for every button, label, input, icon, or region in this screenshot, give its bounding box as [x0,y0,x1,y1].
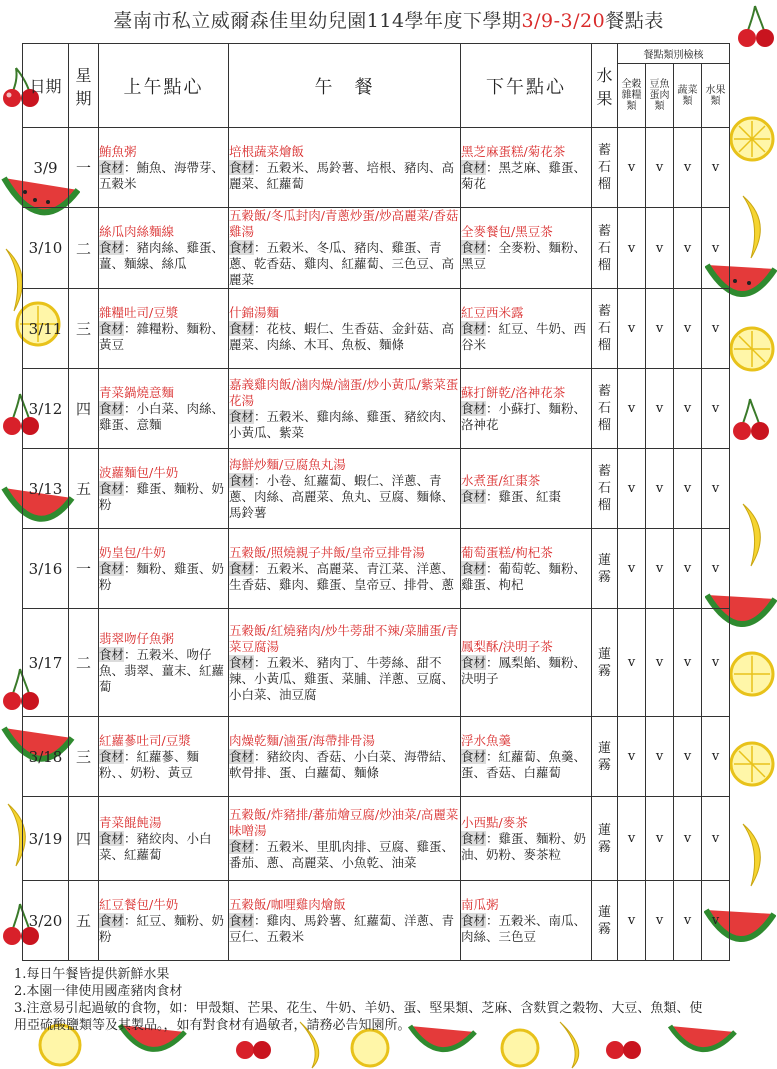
check-mark: v [702,289,730,369]
lunch-ingredients: ：豬絞肉、香菇、小白菜、海帶結、軟骨排、蛋、白蘿蔔、麵條 [229,748,455,780]
ingredient-label: 食材 [99,320,125,336]
table-row [23,449,730,529]
note-item: 1.每日午餐皆提供新鮮水果 [14,967,170,982]
header-lunch: 午 餐 [229,44,461,128]
morning-snack-ingredients: ：五穀米、吻仔魚、翡翠、薑末、紅蘿蔔 [99,646,225,694]
afternoon-snack-ingredients: ：黑芝麻、雞蛋、菊花 [461,159,587,191]
check-mark: v [646,208,674,289]
weekday-cell: 三 [69,717,99,797]
weekday-cell: 三 [69,289,99,369]
date-cell: 3/9 [23,128,69,208]
lemon-slice-icon [728,650,776,698]
lunch-ingredients: ：五穀米、馬鈴薯、培根、豬肉、高麗菜、紅蘿蔔 [229,159,455,191]
check-mark: v [646,128,674,208]
ingredient-label: 食材 [461,159,487,175]
afternoon-snack-title: 蘇打餅乾/洛神花茶 [461,384,566,400]
fruit-name: 蓮霧 [598,646,612,679]
ingredient-label: 食材 [99,400,125,416]
afternoon-snack-cell [461,449,592,529]
morning-snack-cell [99,289,229,369]
morning-snack-cell [99,369,229,449]
afternoon-snack-cell [461,529,592,609]
ingredient-label: 食材 [99,480,125,496]
lunch-title: 五穀飯/咖哩雞肉燴飯 [229,896,346,912]
morning-snack-cell [99,128,229,208]
morning-snack-cell [99,797,229,881]
afternoon-snack-title: 浮水魚羹 [461,732,512,748]
lunch-cell [229,449,461,529]
lunch-title: 五穀飯/紅燒豬肉/炒牛蒡甜不辣/菜脯蛋/青菜豆腐湯 [229,622,459,654]
fruit-cell [592,881,618,961]
weekday-cell: 四 [69,369,99,449]
morning-snack-ingredients: ：豬絞肉、小白菜、紅蘿蔔 [99,830,212,862]
lunch-ingredients: ：小卷、紅蘿蔔、蝦仁、洋蔥、青蔥、肉絲、高麗菜、魚丸、豆腐、麵條、馬鈴薯 [229,472,455,520]
fruit-name: 蓄石榴 [598,464,612,513]
date-cell: 3/11 [23,289,69,369]
morning-snack-ingredients: ：麵粉、雞蛋、奶粉 [99,560,225,592]
morning-snack-ingredients: ：紅蘿蔘、麵粉、、奶粉、黃豆 [99,748,200,780]
afternoon-snack-cell [461,881,592,961]
afternoon-snack-title: 黑芝麻蛋糕/菊花茶 [461,143,566,159]
ingredient-label: 食材 [229,654,255,670]
check-mark: v [646,449,674,529]
fruit-name: 蓄石榴 [598,304,612,353]
afternoon-snack-cell [461,289,592,369]
table-row [23,208,730,289]
afternoon-snack-ingredients: ：雞蛋、紅棗 [486,488,562,504]
lunch-cell [229,797,461,881]
table-row [23,797,730,881]
afternoon-snack-ingredients: ：紅豆、牛奶、西谷米 [461,320,587,352]
ingredient-label: 食材 [99,830,125,846]
lunch-cell [229,208,461,289]
date-cell: 3/19 [23,797,69,881]
date-cell: 3/13 [23,449,69,529]
lunch-cell [229,529,461,609]
morning-snack-title: 青菜鍋燒意麵 [99,384,175,400]
fruit-name: 蓮霧 [598,552,612,585]
afternoon-snack-title: 鳳梨酥/決明子茶 [461,638,553,654]
ingredient-label: 食材 [461,560,487,576]
notes-list [14,966,714,1034]
lemon-slice-icon [728,740,776,788]
lunch-cell [229,289,461,369]
afternoon-snack-title: 葡萄蛋糕/枸杞茶 [461,544,553,560]
afternoon-snack-title: 南瓜粥 [461,896,499,912]
banana-icon [735,192,775,262]
cherries-icon [730,395,770,443]
check-mark: v [646,881,674,961]
morning-snack-cell [99,609,229,717]
note-item: 3.注意易引起過敏的食物，如：甲殼類、芒果、花生、牛奶、羊奶、蛋、堅果類、芝麻、含麩質之穀物、大豆、魚類、使用亞硫酸鹽類等及其製品。，如有對食材有過敏者，請務必告知園所。 [14,1001,703,1033]
ingredient-label: 食材 [461,654,487,670]
title-prefix: 臺南市私立威爾森佳里幼兒園114學年度下學期 [113,10,522,32]
banana-icon [735,500,775,570]
check-mark: v [646,797,674,881]
morning-snack-ingredients: ：雜糧粉、麵粉、黃豆 [99,320,225,352]
check-mark: v [674,449,702,529]
weekday-cell: 一 [69,128,99,208]
morning-snack-ingredients: ：豬肉絲、雞蛋、薑、麵線、絲瓜 [99,240,225,271]
check-mark: v [702,609,730,717]
header-afternoon-snack: 下午點心 [461,44,592,128]
afternoon-snack-cell [461,208,592,289]
fruit-name: 蓄石榴 [598,223,612,273]
ingredient-label: 食材 [99,748,125,764]
lunch-ingredients: ：五穀米、豬肉丁、牛蒡絲、甜不辣、小黃瓜、雞蛋、菜脯、洋蔥、豆腐、小白菜、油豆腐 [229,654,455,702]
lemon-slice-icon [728,325,776,373]
check-mark: v [674,609,702,717]
fruit-name: 蓄石榴 [598,384,612,433]
table-row [23,717,730,797]
lunch-cell [229,881,461,961]
lunch-cell [229,717,461,797]
date-cell: 3/17 [23,609,69,717]
check-mark: v [618,717,646,797]
fruit-cell [592,609,618,717]
fruit-name: 蓮霧 [598,904,612,937]
lunch-ingredients: ：五穀米、冬瓜、豬肉、雞蛋、青蔥、乾香菇、雞肉、紅蘿蔔、三色豆、高麗菜 [229,240,455,287]
ingredient-label: 食材 [461,320,487,336]
lunch-ingredients: ：五穀米、雞肉絲、雞蛋、豬絞肉、小黃瓜、紫菜 [229,408,455,440]
lunch-ingredients: ：花枝、蝦仁、生香菇、金針菇、高麗菜、肉絲、木耳、魚板、麵條 [229,320,455,352]
fruit-cell [592,208,618,289]
morning-snack-ingredients: ：雞蛋、麵粉、奶粉 [99,480,225,512]
afternoon-snack-title: 小西點/麥茶 [461,814,528,830]
ingredient-label: 食材 [99,560,125,576]
lunch-title: 什錦湯麵 [229,304,280,320]
table-row [23,529,730,609]
check-mark: v [618,609,646,717]
meal-table [22,43,730,961]
afternoon-snack-ingredients: ：全麥粉、麵粉、黑豆 [461,240,587,271]
check-mark: v [702,449,730,529]
afternoon-snack-ingredients: ：鳳梨餡、麵粉、決明子 [461,654,587,686]
check-mark: v [646,369,674,449]
ingredient-label: 食材 [229,560,255,576]
banana-icon [735,820,775,890]
morning-snack-title: 紅豆餐包/牛奶 [99,896,179,912]
lunch-cell [229,128,461,208]
header-weekday: 星期 [69,44,99,128]
lunch-ingredients: ：五穀米、高麗菜、青江菜、洋蔥、生香菇、雞肉、雞蛋、皇帝豆、排骨、蔥 [229,560,455,592]
afternoon-snack-cell [461,609,592,717]
weekday-cell: 二 [69,609,99,717]
lunch-cell [229,369,461,449]
morning-snack-cell [99,208,229,289]
table-row [23,369,730,449]
check-mark: v [674,529,702,609]
check-mark: v [646,717,674,797]
check-mark: v [618,369,646,449]
afternoon-snack-ingredients: ：雞蛋、麵粉、奶油、奶粉、麥茶粒 [461,830,587,862]
morning-snack-ingredients: ：鮪魚、海帶芽、五穀米 [99,159,225,191]
fruit-cell [592,449,618,529]
lunch-title: 海鮮炒麵/豆腐魚丸湯 [229,456,346,472]
check-mark: v [702,208,730,289]
check-mark: v [674,128,702,208]
check-mark: v [702,529,730,609]
afternoon-snack-title: 水煮蛋/紅棗茶 [461,472,541,488]
fruit-cell [592,369,618,449]
morning-snack-title: 絲瓜肉絲麵線 [99,224,175,239]
fruit-cell [592,128,618,208]
afternoon-snack-cell [461,369,592,449]
afternoon-snack-ingredients: ：五穀米、南瓜、肉絲、三色豆 [461,912,587,944]
check-mark: v [702,717,730,797]
morning-snack-cell [99,449,229,529]
ingredient-label: 食材 [461,830,487,846]
title-suffix: 餐點表 [605,10,664,32]
morning-snack-title: 紅蘿蔘吐司/豆漿 [99,732,191,748]
date-cell: 3/18 [23,717,69,797]
fruit-cell [592,717,618,797]
date-cell: 3/20 [23,881,69,961]
header-check-group: 餐點類別檢核 [618,44,730,64]
ingredient-label: 食材 [229,838,255,854]
check-mark: v [702,797,730,881]
check-mark: v [618,529,646,609]
fruit-cell [592,529,618,609]
ingredient-label: 食材 [461,240,487,255]
morning-snack-title: 奶皇包/牛奶 [99,544,166,560]
ingredient-label: 食材 [229,320,255,336]
ingredient-label: 食材 [229,159,255,175]
ingredient-label: 食材 [99,646,125,662]
check-mark: v [618,797,646,881]
afternoon-snack-cell [461,128,592,208]
ingredient-label: 食材 [99,240,125,255]
check-mark: v [646,609,674,717]
ingredient-label: 食材 [229,748,255,764]
lunch-title: 嘉義雞肉飯/滷肉燥/滷蛋/炒小黃瓜/紫菜蛋花湯 [229,376,459,408]
check-mark: v [618,289,646,369]
date-cell: 3/12 [23,369,69,449]
check-mark: v [674,881,702,961]
check-mark: v [702,881,730,961]
ingredient-label: 食材 [229,408,255,424]
table-row [23,881,730,961]
header-check-protein: 豆魚蛋肉類 [646,64,674,128]
afternoon-snack-cell [461,717,592,797]
afternoon-snack-ingredients: ：小蘇打、麵粉、洛神花 [461,400,587,432]
check-mark: v [646,529,674,609]
check-mark: v [674,797,702,881]
lunch-title: 肉燥乾麵/滷蛋/海帶排骨湯 [229,732,375,748]
morning-snack-title: 鮪魚粥 [99,143,137,159]
note-item: 2.本園一律使用國產豬肉食材 [14,984,183,999]
header-check-vegetable: 蔬菜類 [674,64,702,128]
lunch-ingredients: ：雞肉、馬鈴薯、紅蘿蔔、洋蔥、青豆仁、五穀米 [229,912,455,944]
lunch-cell [229,609,461,717]
check-mark: v [618,128,646,208]
afternoon-snack-ingredients: ：葡萄乾、麵粉、雞蛋、枸杞 [461,560,587,592]
header-check-grains: 全穀雜糧類 [618,64,646,128]
weekday-cell: 二 [69,208,99,289]
lunch-title: 五穀飯/照燒親子丼飯/皇帝豆排骨湯 [229,544,425,560]
afternoon-snack-title: 全麥餐包/黑豆茶 [461,224,553,239]
check-mark: v [702,128,730,208]
title-date-range: 3/9-3/20 [521,10,606,32]
morning-snack-title: 波蘿麵包/牛奶 [99,464,179,480]
check-mark: v [674,289,702,369]
morning-snack-title: 翡翠吻仔魚粥 [99,630,175,646]
ingredient-label: 食材 [229,240,255,255]
afternoon-snack-cell [461,797,592,881]
fruit-cell [592,797,618,881]
fruit-name: 蓄石榴 [598,143,612,192]
table-row [23,128,730,208]
check-mark: v [674,369,702,449]
ingredient-label: 食材 [461,912,487,928]
ingredient-label: 食材 [99,912,125,928]
fruit-name: 蓮霧 [598,822,612,855]
lunch-title: 五穀飯/炸豬排/蕃茄燴豆腐/炒油菜/高麗菜味噌湯 [229,806,459,838]
check-mark: v [674,208,702,289]
header-check-fruit: 水果類 [702,64,730,128]
morning-snack-title: 雜糧吐司/豆漿 [99,304,179,320]
date-cell: 3/10 [23,208,69,289]
morning-snack-ingredients: ：紅豆、麵粉、奶粉 [99,912,225,944]
ingredient-label: 食材 [461,748,487,764]
date-cell: 3/16 [23,529,69,609]
afternoon-snack-ingredients: ：紅蘿蔔、魚羹、蛋、香菇、白蘿蔔 [461,748,587,780]
check-mark: v [618,449,646,529]
table-row [23,609,730,717]
weekday-cell: 一 [69,529,99,609]
header-date: 日期 [23,44,69,128]
morning-snack-title: 青菜餛飩湯 [99,814,162,830]
morning-snack-cell [99,717,229,797]
lunch-title: 培根蔬菜燴飯 [229,143,305,159]
ingredient-label: 食材 [229,912,255,928]
weekday-cell: 四 [69,797,99,881]
morning-snack-ingredients: ：小白菜、肉絲、雞蛋、意麵 [99,400,225,432]
ingredient-label: 食材 [461,400,487,416]
lemon-slice-icon [728,115,776,163]
lunch-title: 五穀飯/冬瓜封肉/青蔥炒蛋/炒高麗菜/香菇雞湯 [229,208,459,239]
check-mark: v [618,208,646,289]
fruit-cell [592,289,618,369]
morning-snack-cell [99,529,229,609]
page-title [0,6,777,33]
header-morning-snack: 上午點心 [99,44,229,128]
morning-snack-cell [99,881,229,961]
check-mark: v [702,369,730,449]
table-row [23,289,730,369]
check-mark: v [646,289,674,369]
lunch-ingredients: ：五穀米、里肌肉排、豆腐、雞蛋、番茄、蔥、高麗菜、小魚乾、油菜 [229,838,455,870]
afternoon-snack-title: 紅豆西米露 [461,304,524,320]
ingredient-label: 食材 [461,488,487,504]
weekday-cell: 五 [69,881,99,961]
check-mark: v [674,717,702,797]
fruit-name: 蓮霧 [598,740,612,773]
check-mark: v [618,881,646,961]
header-fruit: 水果 [592,44,618,128]
weekday-cell: 五 [69,449,99,529]
ingredient-label: 食材 [99,159,125,175]
ingredient-label: 食材 [229,472,255,488]
